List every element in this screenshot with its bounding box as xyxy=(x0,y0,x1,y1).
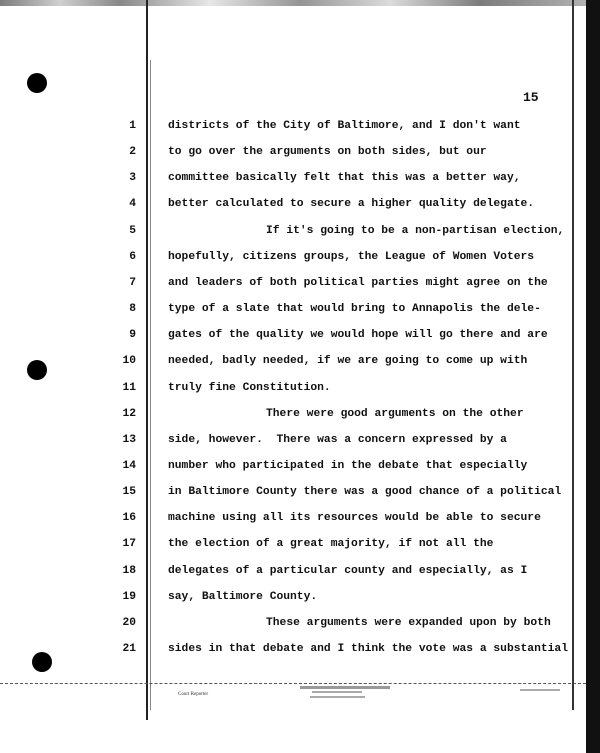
punch-hole xyxy=(27,73,47,93)
line-number: 4 xyxy=(129,198,136,211)
left-margin-line-inner xyxy=(150,60,151,710)
line-number: 20 xyxy=(122,616,136,629)
left-margin-line xyxy=(146,0,148,720)
transcript-line: in Baltimore County there was a good chance of a political xyxy=(168,486,562,499)
line-number: 3 xyxy=(129,172,136,185)
scan-edge-noise xyxy=(0,0,600,6)
footer-letterhead-illegible xyxy=(310,696,365,698)
transcript-line: type of a slate that would bring to Annapolis the dele- xyxy=(168,303,541,316)
transcript-line: say, Baltimore County. xyxy=(168,590,318,603)
line-number: 10 xyxy=(122,355,136,368)
transcript-line: the election of a great majority, if not all the xyxy=(168,538,494,551)
line-number: 15 xyxy=(122,486,136,499)
line-number: 18 xyxy=(122,564,136,577)
line-number: 16 xyxy=(122,512,136,525)
footer-rule xyxy=(0,683,586,685)
line-number: 17 xyxy=(122,538,136,551)
transcript-line: and leaders of both political parties might agree on the xyxy=(168,276,548,289)
line-number: 9 xyxy=(129,329,136,342)
footer-court-reporter: Court Reporter xyxy=(178,692,209,697)
transcript-line: delegates of a particular county and especially, as I xyxy=(168,564,528,577)
punch-hole xyxy=(32,652,52,672)
transcript-line: hopefully, citizens groups, the League of Women Voters xyxy=(168,250,535,263)
footer-letterhead-illegible xyxy=(312,691,362,693)
line-number: 14 xyxy=(122,459,136,472)
footer-letterhead-illegible xyxy=(300,686,390,689)
transcript-line: districts of the City of Baltimore, and I don't want xyxy=(168,120,521,132)
footer-phone-illegible xyxy=(520,689,560,691)
line-number: 1 xyxy=(129,120,136,132)
transcript-line: needed, badly needed, if we are going to come up with xyxy=(168,355,528,368)
transcript-line: These arguments were expanded upon by both xyxy=(266,616,551,629)
line-number: 13 xyxy=(122,433,136,446)
scan-right-edge xyxy=(586,0,600,753)
line-number: 7 xyxy=(129,276,136,289)
transcript-line: gates of the quality we would hope will go there and are xyxy=(168,329,548,342)
line-number: 5 xyxy=(129,224,136,237)
line-number: 2 xyxy=(129,146,136,159)
punch-hole xyxy=(27,360,47,380)
right-margin-line xyxy=(572,0,574,710)
line-number: 8 xyxy=(129,303,136,316)
transcript-line: There were good arguments on the other xyxy=(266,407,524,420)
transcript-line: machine using all its resources would be able to secure xyxy=(168,512,541,525)
transcript-line: to go over the arguments on both sides, but our xyxy=(168,146,487,159)
page-number: 15 xyxy=(523,90,539,105)
line-number: 12 xyxy=(122,407,136,420)
transcript-line: committee basically felt that this was a better way, xyxy=(168,172,521,185)
transcript-line: If it's going to be a non-partisan election, xyxy=(266,224,565,237)
line-number: 11 xyxy=(122,381,136,394)
transcript-line: side, however. There was a concern expressed by a xyxy=(168,433,507,446)
transcript-line: truly fine Constitution. xyxy=(168,381,331,394)
transcript-line: number who participated in the debate that especially xyxy=(168,459,528,472)
transcript-line: better calculated to secure a higher quality delegate. xyxy=(168,198,535,211)
line-number: 6 xyxy=(129,250,136,263)
transcript-line: sides in that debate and I think the vote was a substantial xyxy=(168,643,568,655)
line-number: 21 xyxy=(122,643,136,655)
line-number: 19 xyxy=(122,590,136,603)
